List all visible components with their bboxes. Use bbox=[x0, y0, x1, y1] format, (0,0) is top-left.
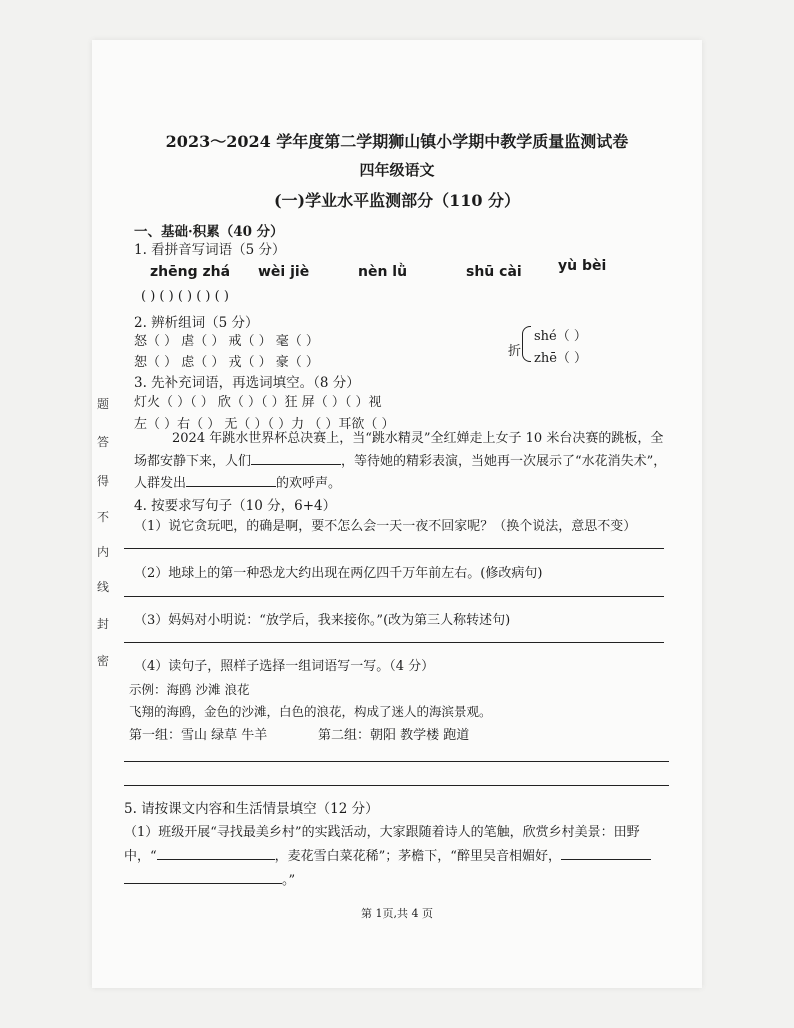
exam-title: 2023～2024 学年度第二学期狮山镇小学期中教学质量监测试卷 bbox=[165, 132, 629, 151]
margin-char-3: 得 bbox=[97, 474, 110, 488]
q4-sentence-1: （1）说它贪玩吧，的确是啊，要不怎么会一天一夜不回家呢？（换个说法，意思不变） bbox=[134, 519, 637, 534]
exam-subtitle: 四年级语文 bbox=[359, 161, 435, 179]
answer-line-2[interactable] bbox=[124, 596, 664, 597]
q4-sentence-3: （3）妈妈对小明说：“放学后，我来接你。”(改为第三人称转述句) bbox=[134, 613, 511, 628]
q3-para-line3 bbox=[134, 472, 341, 491]
pinyin-3: nèn lǜ bbox=[358, 264, 408, 280]
q5-label: 5. 请按课文内容和生活情景填空（12 分） bbox=[124, 801, 379, 817]
margin-char-7: 封 bbox=[97, 617, 110, 631]
q3-para3-end: 的欢呼声。 bbox=[276, 476, 342, 491]
q4-label: 4. 按要求写句子（10 分，6+4） bbox=[134, 498, 337, 514]
example-sentence: 飞翔的海鸥，金色的沙滩，白色的浪花，构成了迷人的海滨景观。 bbox=[129, 704, 492, 719]
q2-label: 2. 辨析组词（5 分） bbox=[134, 315, 259, 331]
q3-para3-start: 人群发出 bbox=[134, 476, 187, 491]
q5-para3-end: 。” bbox=[282, 873, 296, 888]
fill-blank-5[interactable] bbox=[124, 870, 282, 884]
answer-line-4[interactable] bbox=[124, 761, 669, 762]
margin-char-5: 内 bbox=[97, 545, 110, 559]
she-option[interactable]: shé（ ） bbox=[534, 329, 587, 344]
q3-row1[interactable]: 灯火（ ）（ ） 欣（ ）（ ）狂 屏（ ）（ ）视 bbox=[134, 395, 382, 410]
fill-blank-4[interactable] bbox=[561, 846, 651, 860]
answer-line-3[interactable] bbox=[124, 642, 664, 643]
answer-line-1[interactable] bbox=[124, 548, 664, 549]
fill-blank-2[interactable] bbox=[186, 473, 276, 487]
pinyin-1: zhēng zhá bbox=[150, 264, 231, 280]
q3-para2-start: 场都安静下来，人们 bbox=[134, 454, 252, 469]
q5-para-line2 bbox=[124, 845, 651, 864]
margin-char-8: 密 bbox=[97, 654, 110, 668]
margin-char-6: 线 bbox=[97, 580, 110, 594]
pinyin-4: shū cài bbox=[466, 264, 522, 280]
brace-shape bbox=[522, 326, 531, 362]
q5-para-line3 bbox=[124, 869, 295, 888]
pinyin-2: wèi jiè bbox=[258, 264, 310, 280]
fill-blank-1[interactable] bbox=[251, 451, 341, 465]
word-group-2: 第二组：朝阳 教学楼 跑道 bbox=[318, 728, 470, 743]
q3-row2[interactable]: 左（ ）右（ ） 无（ ）（ ）力 （ ）耳欲（ ） bbox=[134, 417, 395, 432]
pinyin-5: yù bèi bbox=[558, 258, 607, 274]
q5-para2-end: ，麦花雪白菜花稀”；茅檐下，“醉里吴音相媚好， bbox=[274, 849, 561, 864]
word-group-1: 第一组：雪山 绿草 牛羊 bbox=[129, 728, 268, 743]
q1-answer-boxes[interactable]: ( ) ( ) ( ) ( ) ( ) bbox=[141, 289, 229, 304]
section-heading: 一、基础·积累（40 分） bbox=[134, 224, 284, 240]
q3-para-line1: 2024 年跳水世界杯总决赛上，当“跳水精灵”全红婵走上女子 10 米台决赛的跳板，全 bbox=[172, 431, 664, 446]
q4-sentence-2: （2）地球上的第一种恐龙大约出现在两亿四千万年前左右。(修改病句) bbox=[134, 566, 543, 581]
q2-row2[interactable]: 恕（ ） 虑（ ） 戎（ ） 豪（ ） bbox=[134, 355, 319, 370]
example-label: 示例：海鸥 沙滩 浪花 bbox=[129, 682, 250, 697]
page-footer: 第 1页,共 4 页 bbox=[361, 907, 433, 920]
q2-row1[interactable]: 怒（ ） 虐（ ） 戒（ ） 毫（ ） bbox=[134, 334, 319, 349]
margin-char-1: 题 bbox=[97, 397, 110, 411]
margin-char-2: 答 bbox=[97, 435, 110, 449]
q4-sentence-4: （4）读句子，照样子选择一组词语写一写。（4 分） bbox=[134, 659, 435, 674]
margin-char-4: 不 bbox=[97, 510, 110, 524]
q1-label: 1. 看拼音写词语（5 分） bbox=[134, 242, 286, 258]
zhe-option[interactable]: zhē（ ） bbox=[534, 351, 588, 366]
q5-para2-start: 中，“ bbox=[124, 849, 157, 864]
fill-blank-3[interactable] bbox=[157, 846, 275, 860]
q3-para2-end: ，等待她的精彩表演，当她再一次展示了“水花消失术”， bbox=[341, 454, 667, 469]
q3-para-line2 bbox=[134, 450, 666, 469]
q3-label: 3. 先补充词语，再选词填空。（8 分） bbox=[134, 375, 360, 391]
answer-line-5[interactable] bbox=[124, 785, 669, 786]
zhe-char: 折 bbox=[508, 344, 522, 359]
q5-para-line1: （1）班级开展“寻找最美乡村”的实践活动，大家跟随着诗人的笔触，欣赏乡村美景：田野 bbox=[124, 825, 640, 840]
part-heading: (一)学业水平监测部分（110 分） bbox=[273, 191, 521, 210]
